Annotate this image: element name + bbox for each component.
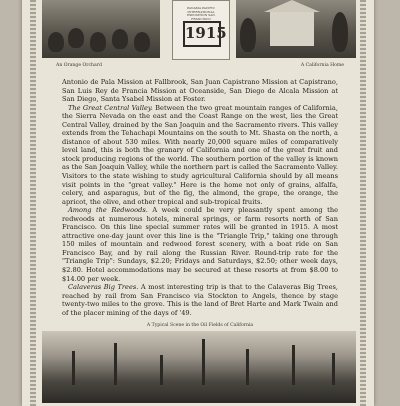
caption-orange-orchard: An Orange Orchard [56,63,102,68]
oil-derrick-shape [292,345,295,385]
house-shape [270,10,314,46]
section-heading: Among the Redwoods. [68,206,148,215]
oil-derrick-shape [160,355,163,385]
paragraph-big-trees [62,283,338,317]
tree-shape [112,29,128,49]
paragraph-text: A week could be very pleasantly spent among the redwoods at numerous hotels, mineral springs, or farm resorts north of San Francisco. On this line special summer rates will be granted in 1915. A most attractive one-day jaunt over this line is the "Triangle Trip," taking one through 150 miles of mountain and redwood forest scenery, with a boat ride on San Francisco Bay, and by rail along the Russian River. Round-trip rate for the "Triangle Trip": Sundays, $2.20; Fridays and Saturdays, $2.50; other week days, $2.80. Hotel accommodations may be secured at these resorts at from $8.00 to $14.00 per week. [62,206,338,283]
oil-derrick-shape [246,349,249,385]
tree-shape [240,18,256,52]
tree-shape [332,12,348,52]
article-body [62,78,338,317]
tree-shape [48,32,64,52]
right-decorative-border [360,0,366,406]
oil-derrick-shape [202,339,205,385]
oil-derrick-shape [114,343,117,385]
tree-shape [134,32,150,52]
header-photo-band [42,0,356,58]
seal-year: 1915 [183,21,221,47]
california-home-photo [236,0,356,58]
paragraph-text: Between the two great mountain ranges of California, the Sierra Nevada on the east and the Coast Range on the west, lies the Great Central Valley, drained by the San Joaquin and the Sacramento rivers. This valley extends from the Tehachapi Mountains on the south to Mt. Shasta on the north, a distance of about 530 miles. With nearly 20,000 square miles of comparatively level land, this is both the granary of California and one of the great fruit and stock producing regions of the world. The southern portion of the valley is known as the San Joaquin Valley, while the northern part is called the Sacramento Valley. Visitors to the state wishing to study agricultural California should by all means visit points in the "great valley." Here is the home not only of grains, alfalfa, celery, and asparagus, but of the fig, the almond, the grape, the orange, the apricot, the olive, and other tropical and sub-tropical fruits. [62,103,338,206]
section-heading: Calaveras Big Trees. [68,283,139,292]
section-heading: The Great Central Valley. [68,103,153,112]
caption-california-home: A California Home [300,63,344,68]
left-decorative-border [30,0,36,406]
paragraph-central-valley [62,104,338,207]
seal-text: PANAMA PACIFIC INTERNATIONAL EXPOSITION SAN FRANCISCO [186,6,216,21]
exposition-seal [172,0,230,60]
caption-oil-fields: A Typical Scene in the Oil Fields of California [146,323,254,328]
oil-fields-photo [42,331,356,403]
orange-orchard-photo [42,0,160,58]
oil-derrick-shape [332,353,335,385]
tree-shape [90,32,106,52]
oil-derrick-shape [72,351,75,385]
paragraph-missions: Antonio de Pala Mission at Fallbrook, San Juan Capistrano Mission at Capistrano, San Luis Rey de Francia Mission at Oceanside, San Diego de Alcala Mission at San Diego, Santa Ysabel Mission at Foster. [62,78,338,104]
paragraph-text: A most interesting trip is that to the Calaveras Big Trees, reached by rail from San Francisco via Stockton to Angels, thence by stage twenty-two miles to the grove. This is the land of Bret Harte and Mark Twain and of the placer mining of the days of '49. [62,283,338,317]
paragraph-redwoods [62,206,338,283]
tree-shape [68,28,84,48]
